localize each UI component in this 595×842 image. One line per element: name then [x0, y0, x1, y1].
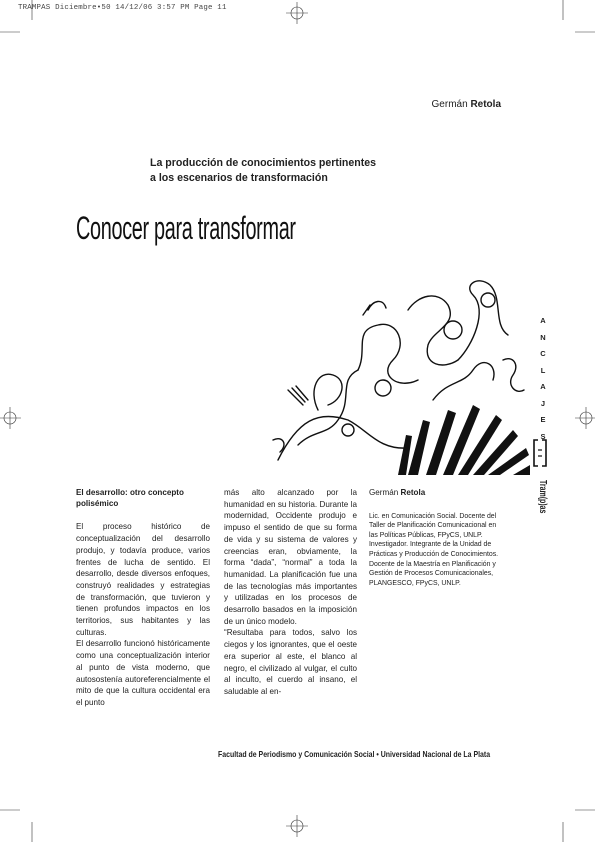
side-section-letters	[536, 316, 550, 448]
article-column-1	[76, 487, 210, 709]
paragraph: “Resultaba para todos, salvo los ciegos y los ignorantes, que el oeste era superior al este, el blanco al negro, el civilizado al vulgar, el culto al inculto, el cuerdo al insano, el saludable al en-	[224, 628, 357, 696]
printer-slug-line: TRAMPAS Diciembre•50 14/12/06 3:57 PM Page 11	[18, 4, 227, 12]
side-letter: A	[540, 316, 546, 325]
bio-given-name: Germán	[369, 488, 399, 497]
paragraph: más alto alcanzado por la humanidad en su historia. Durante la modernidad, Occidente produjo e impuso el sentido de que su forma de vida y su sistema de valores y creencias eran, obviamente, la forma “dada”, “normal” a toda la humanidad. La planificación fue una de las tecnologías más importantes y utilizadas en los procesos de desarrollo basados en la imposición de un único modelo.	[224, 488, 357, 626]
kicker-line-2: a los escenarios de transformación	[150, 172, 328, 184]
side-letter: N	[540, 332, 546, 342]
article-title: Conocer para transformar	[76, 210, 296, 246]
side-letter: S	[540, 431, 546, 441]
side-letter: L	[540, 365, 546, 375]
paragraph: El proceso histórico de conceptualización del desarrollo produjo, y todavía produce, varios frentes de lucha de sentido. El desarrollo, desde diversos enfoques, construyó realidades y estrategias de transformación, que tuvieron y tienen profundos impactos en los territorios, sus habitantes y las culturas.	[76, 522, 210, 637]
side-letter: J	[540, 398, 546, 408]
side-letter: E	[540, 415, 546, 424]
author-family-name: Retola	[470, 99, 501, 110]
author-bio-column	[369, 487, 504, 588]
section-heading	[76, 487, 210, 509]
page-footer: Facultad de Periodismo y Comunicación Social • Universidad Nacional de La Plata	[218, 749, 491, 759]
line-drawing-figures-icon	[258, 270, 530, 475]
paragraph: El desarrollo funcionó históricamente como una conceptualización interior al punto de vista moderno, que autosostenía autoreferencialmente el mito de que la cultura occidental era el punto	[76, 639, 210, 707]
header-author	[432, 99, 501, 110]
bio-author-name	[369, 487, 504, 499]
heading-line-2: polisémico	[76, 499, 119, 509]
article-kicker	[150, 156, 420, 186]
side-letter: A	[540, 382, 546, 391]
side-bracket-icon	[533, 438, 547, 468]
author-given-name: Germán	[431, 99, 468, 110]
heading-line-1: El desarrollo: otro concepto	[76, 488, 184, 497]
article-column-2	[224, 487, 357, 698]
bio-family-name: Retola	[400, 488, 426, 497]
publication-logo: Tram(p)as	[537, 480, 548, 514]
kicker-line-1: La producción de conocimientos pertinentes	[150, 157, 377, 169]
author-bio: Lic. en Comunicación Social. Docente del Taller de Planificación Comunicacional en las Políticas Públicas, FPyCS, UNLP. Investigador. Integrante de la Unidad de Prácticas y Producción de Conocimientos. Docente de la Maestría en Planificación y Gestión de Procesos Comunicacionales, PLANGESCO, FPyCS, UNLP.	[369, 512, 499, 587]
side-letter: C	[540, 349, 546, 358]
